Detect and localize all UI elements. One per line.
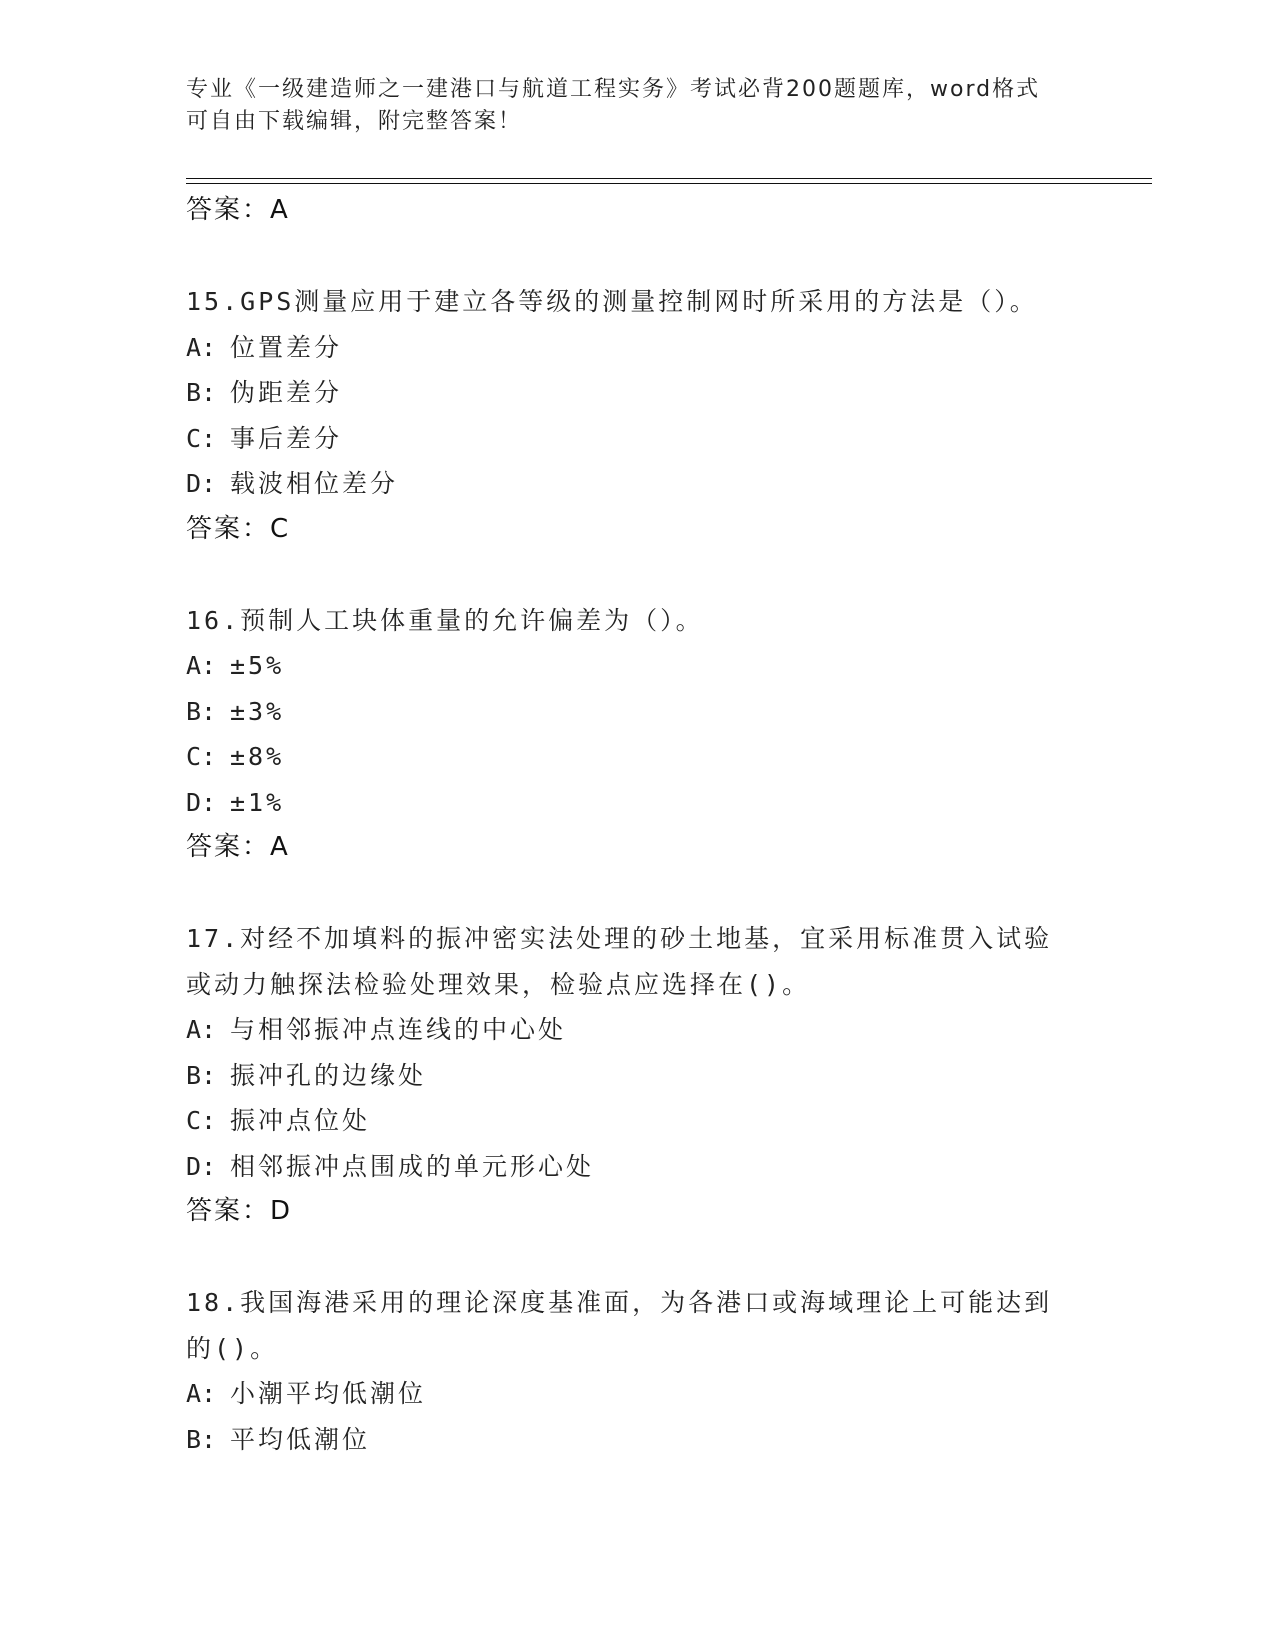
answer-label: 答案： [186,832,271,862]
answer-option [186,416,1086,462]
option-letter: A: [186,332,217,362]
answer-label: 答案： [186,513,271,544]
question-block [186,188,1086,234]
option-letter: C: [186,423,217,453]
option-letter: B: [186,1060,217,1090]
answer-option [186,689,1086,735]
option-letter: A: [186,1379,217,1408]
option-letter: B: [186,696,217,726]
question-spacer [186,552,1086,598]
option-text: 事后差分 [230,423,343,453]
answer-option [186,1098,1086,1144]
option-text: ±8% [230,742,285,771]
answer-option [186,1371,1086,1417]
answer-option [186,325,1086,371]
header-rule-top [186,178,1152,179]
option-letter: B: [186,1424,217,1454]
answer-label: 答案： [186,1196,271,1226]
question-block [186,279,1086,552]
answer-option [186,643,1086,689]
option-text: 平均低潮位 [230,1424,371,1454]
answer-value: C [270,513,291,544]
question-stem-line: 16.预制人工块体重量的允许偏差为（）。 [186,605,704,635]
option-text: 与相邻振冲点连线的中心处 [230,1015,567,1044]
question-block [186,598,1086,871]
header-line-2: 可自由下载编辑，附完整答案！ [186,109,523,134]
option-text: 振冲点位处 [230,1106,371,1135]
answer-line [186,825,1086,871]
option-letter: D: [186,787,217,817]
option-text: 小潮平均低潮位 [230,1379,427,1408]
answer-option [186,1417,1086,1463]
answer-label: 答案： [186,195,271,225]
option-letter: B: [186,378,217,407]
answer-line [186,188,1086,234]
option-letter: D: [186,469,217,498]
answer-value: A [270,195,290,225]
option-letter: A: [186,651,217,680]
option-letter: D: [186,1151,217,1181]
option-text: 位置差分 [230,332,343,362]
answer-option [186,1144,1086,1190]
header-line-1: 专业《一级建造师之一建港口与航道工程实务》考试必背200题题库，word格式 [186,77,1041,102]
answer-option [186,734,1086,780]
answer-option [186,1007,1086,1053]
option-text: ±1% [230,787,285,817]
header-rule-bottom [186,183,1152,184]
question-spacer [186,234,1086,280]
answer-line [186,507,1086,553]
option-text: 伪距差分 [230,378,343,407]
document-header [186,74,1066,138]
answer-value: A [270,832,290,862]
option-text: 振冲孔的边缘处 [230,1060,427,1090]
answer-value: D [270,1196,293,1226]
question-stem-line: 17.对经不加填料的振冲密实法处理的砂土地基，宜采用标准贯入试验 [186,924,1053,953]
question-block [186,1280,1086,1462]
question-list [186,188,1086,1462]
question-stem-line: 或动力触探法检验处理效果，检验点应选择在()。 [186,969,811,999]
question-spacer [186,1235,1086,1281]
option-letter: C: [186,1106,217,1135]
answer-line [186,1189,1086,1235]
option-text: ±3% [230,696,285,726]
answer-option [186,1053,1086,1099]
question-block [186,916,1086,1235]
option-letter: A: [186,1015,217,1044]
answer-option [186,461,1086,507]
question-spacer [186,871,1086,917]
option-letter: C: [186,742,217,771]
answer-option [186,370,1086,416]
option-text: 相邻振冲点围成的单元形心处 [230,1151,595,1181]
answer-option [186,780,1086,826]
question-stem-line: 18.我国海港采用的理论深度基准面，为各港口或海域理论上可能达到 [186,1288,1053,1317]
question-stem-line: 15.GPS测量应用于建立各等级的测量控制网时所采用的方法是（）。 [186,287,1038,316]
option-text: 载波相位差分 [230,469,399,498]
question-stem-line: 的()。 [186,1333,279,1363]
option-text: ±5% [230,651,285,680]
